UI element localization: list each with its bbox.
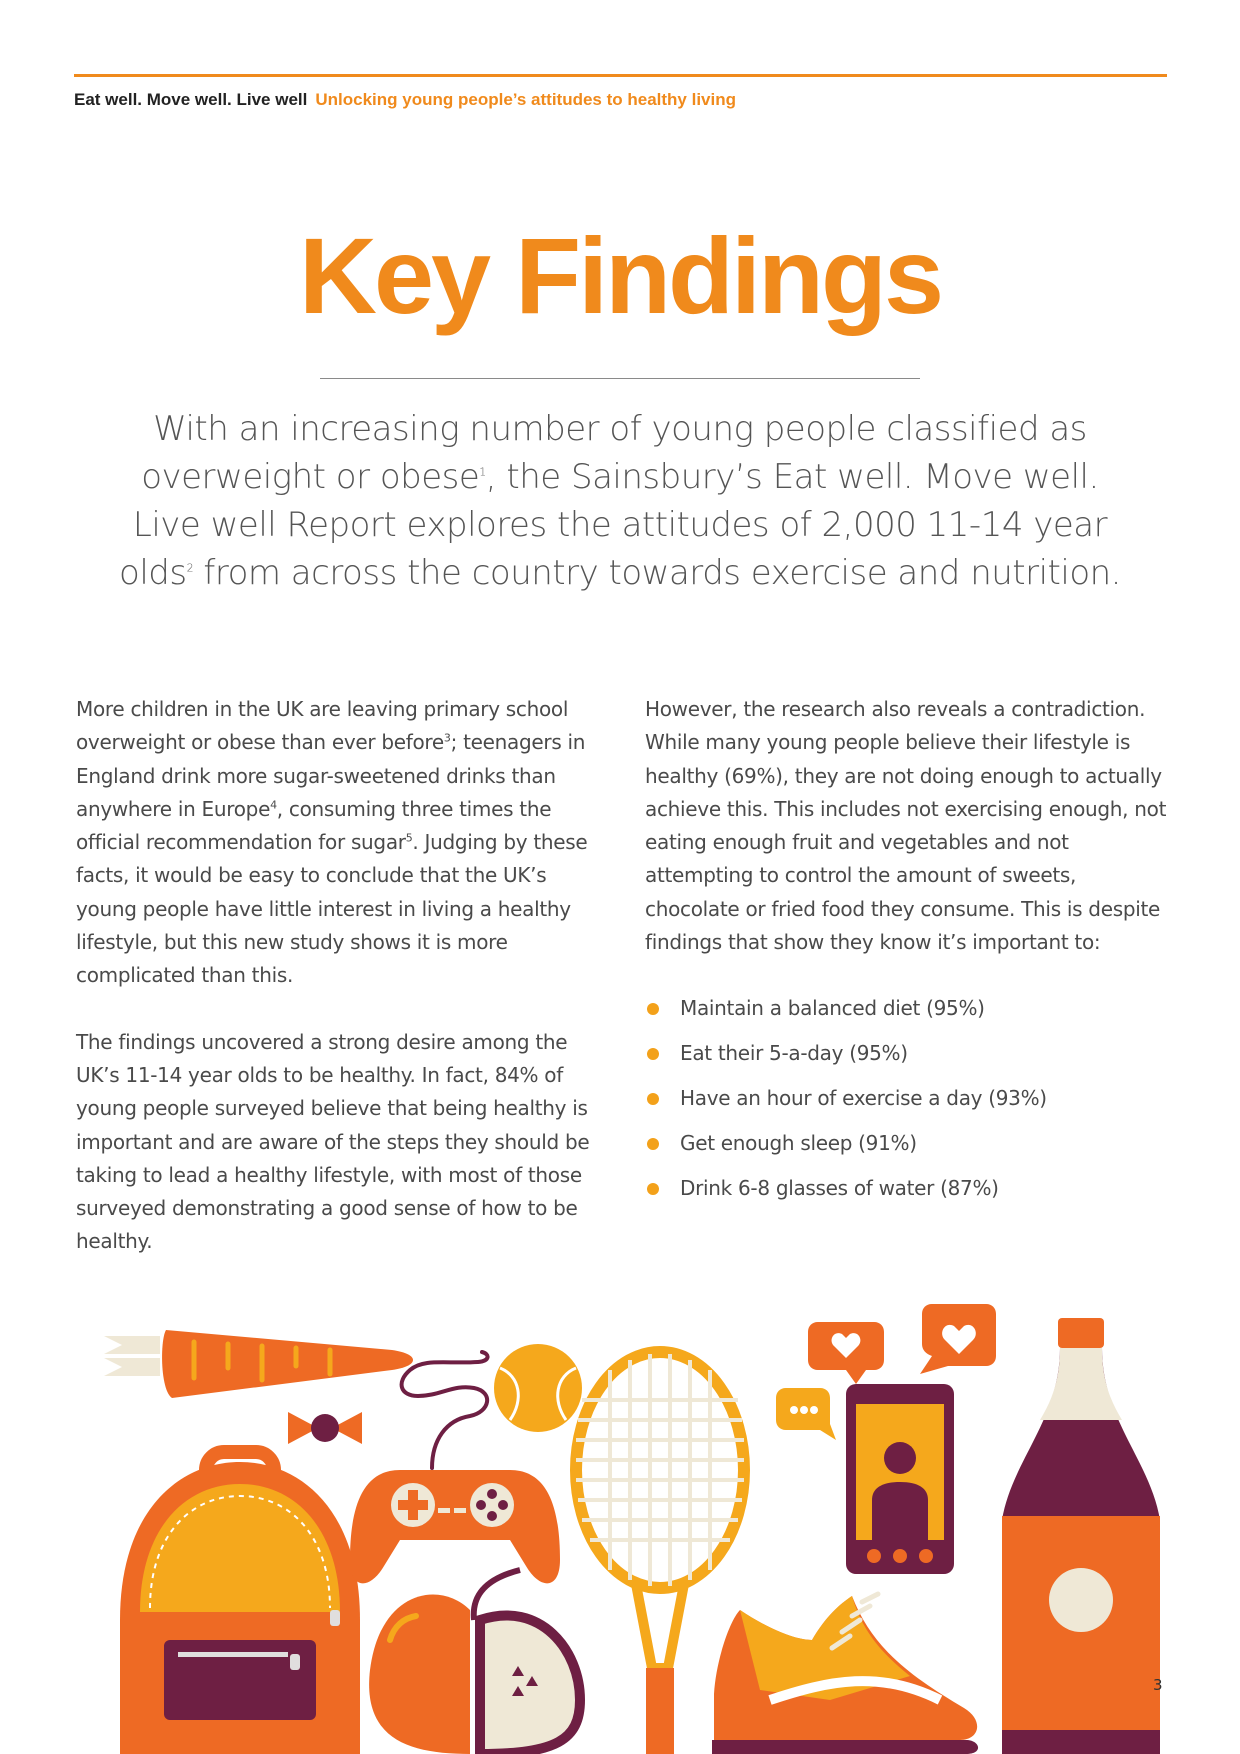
bullet-dot-icon	[647, 1138, 659, 1150]
header-report-title: Unlocking young people’s attitudes to healthy living	[315, 90, 737, 109]
list-item-text: Get enough sleep (91%)	[680, 1131, 917, 1156]
list-item-text: Eat their 5-a-day (95%)	[680, 1041, 908, 1066]
running-header	[74, 90, 736, 110]
bullet-dot-icon	[647, 1003, 659, 1015]
page-number: 3	[1153, 1676, 1163, 1694]
list-item-text: Maintain a balanced diet (95%)	[680, 996, 985, 1021]
footnote-ref-2: 2	[186, 561, 194, 575]
bullet-dot-icon	[647, 1093, 659, 1105]
intro-text-3: from across the country towards exercise and nutrition.	[193, 553, 1121, 593]
footnote-ref-4: 4	[270, 798, 277, 812]
text-run: . Judging by these facts, it would be easy to conclude that the UK’s young people have little interest in living a healthy lifestyle, but this new study shows it is more complicated than this.	[76, 830, 588, 988]
bullet-dot-icon	[647, 1048, 659, 1060]
list-item	[645, 1037, 1175, 1082]
bottle-icon	[1002, 1318, 1160, 1754]
text-run: , consuming three times the official recommendation for sugar	[76, 796, 552, 855]
list-item	[645, 992, 1175, 1037]
intro-text-1: With an increasing number of young people classified as overweight or obese	[141, 409, 1087, 497]
page-title: Key Findings	[298, 215, 942, 336]
text-run: More children in the UK are leaving primary school overweight or obese than ever before	[76, 697, 569, 755]
text-run: ; teenagers in England drink more sugar-sweetened drinks than anywhere in Europe	[76, 730, 586, 821]
list-item-text: Drink 6-8 glasses of water (87%)	[680, 1176, 999, 1201]
heart-speech-bubble-icon	[920, 1304, 996, 1374]
title-divider	[320, 378, 920, 379]
list-item	[645, 1082, 1175, 1127]
right-column	[645, 693, 1175, 1217]
smartphone-icon	[846, 1384, 954, 1574]
list-item	[645, 1172, 1175, 1217]
intro-text-2: , the Sainsbury’s Eat well. Move well. Live well Report explores the attitudes of 2,000 11-14 year olds	[119, 457, 1108, 593]
list-item-text: Have an hour of exercise a day (93%)	[680, 1086, 1047, 1111]
intro-paragraph	[110, 405, 1130, 597]
top-rule	[74, 74, 1167, 77]
apple-icon	[369, 1570, 580, 1754]
healthy-living-illustration	[0, 1270, 1240, 1754]
bullet-dot-icon	[647, 1183, 659, 1195]
right-paragraph-1: However, the research also reveals a contradiction. While many young people believe their lifestyle is healthy (69%), they are not doing enough to actually achieve this. This includes not exercising enough, not eating enough fruit and vegetables and not attempting to control the amount of sweets, chocolate or fried food they consume. This is despite findings that show they know it’s important to:	[645, 697, 1167, 955]
header-series-title: Eat well. Move well. Live well	[74, 90, 308, 109]
left-paragraph-2: The findings uncovered a strong desire among the UK’s 11-14 year olds to be healthy. In fact, 84% of young people surveyed believe that being healthy is important and are aware of the steps they should be taking to lead a healthy lifestyle, with most of those surveyed demonstrating a good sense of how to be healthy.	[76, 1029, 590, 1254]
backpack-icon	[120, 1452, 360, 1754]
list-item	[645, 1127, 1175, 1172]
left-paragraph-1	[76, 693, 596, 993]
tennis-ball-icon	[494, 1344, 582, 1432]
sweet-icon	[288, 1412, 362, 1444]
footnote-ref-1: 1	[479, 465, 486, 479]
footnote-ref-3: 3	[443, 731, 451, 745]
footnote-ref-5: 5	[405, 831, 413, 845]
trainer-shoe-icon	[712, 1594, 978, 1754]
carrot-icon	[104, 1330, 413, 1398]
chat-bubble-icon	[776, 1388, 836, 1440]
left-column	[76, 693, 596, 1292]
findings-list	[645, 992, 1175, 1217]
heart-speech-bubble-icon	[808, 1322, 884, 1384]
